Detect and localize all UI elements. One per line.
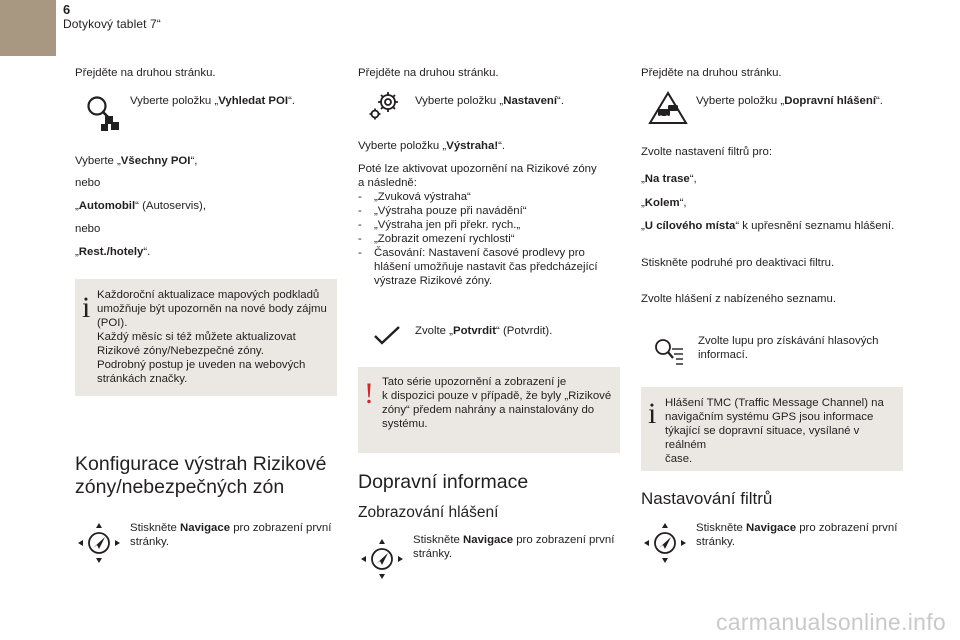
confirm-text: Zvolte „Potvrdit“ (Potvrdit). [415,325,553,337]
column-2 [358,66,620,626]
checkmark-icon [372,324,402,348]
warning-icon: ! [364,377,374,410]
intro-text: Přejděte na druhou stránku. [75,67,216,79]
running-title: Dotykový tablet 7“ [63,17,161,31]
or-text: nebo [75,177,101,189]
warning-note [358,367,620,453]
choice-warning: Vyberte položku „Výstraha!“. [358,140,506,152]
info-icon: i [648,397,657,430]
list-item: - „Zvuková výstraha“ [358,190,620,204]
intro-text: Přejděte na druhou stránku. [641,67,782,79]
voice-magnifier-icon [653,337,685,367]
info-note [641,387,903,471]
activate-text: Poté lze aktivovat upozornění na Rizikové zóny a následně: [358,163,597,189]
choose-text: Zvolte hlášení z nabízeného seznamu. [641,293,837,305]
note-text: Tato série upozornění a zobrazení je k dispozici pouze v případě, že byly „Rizikové zóny“ předem nahrány a nainstalovány do systému. [382,376,612,430]
column-1 [75,66,337,626]
warning-options-list [358,190,620,288]
corner-tab [0,0,56,56]
info-note [75,279,337,396]
traffic-info-icon [647,90,689,126]
choice-automobil: „Automobil“ (Autoservis), [75,200,206,212]
section-heading: Nastavování filtrů [641,489,773,508]
step-select-settings: Vyberte položku „Nastavení“. [415,95,565,107]
page-number: 6 [63,2,71,17]
list-item: - Časování: Nastavení časové prodlevy pro hlášení umožňuje nastavit čas předcházející výstraze Rizikové zóny. [358,246,620,288]
column-3 [641,66,903,626]
section-heading: Dopravní informace [358,471,529,493]
choice-all-poi: Vyberte „Všechny POI“, [75,155,198,167]
watermark: carmanualsonline.info [715,609,946,635]
intro-text: Přejděte na druhou stránku. [358,67,499,79]
filters-intro: Zvolte nastavení filtrů pro: [641,146,773,158]
filter-around: „Kolem“, [641,197,687,209]
deactivate-text: Stiskněte podruhé pro deaktivaci filtru. [641,257,835,269]
list-item: - „Výstraha pouze při navádění“ [358,204,620,218]
navigation-icon [360,536,404,582]
navigation-icon [643,520,687,566]
filter-on-route: „Na trase“, [641,173,697,185]
note-text: Hlášení TMC (Traffic Message Channel) na navigačním systému GPS jsou informace týkající se dopravní situace, vysílané v reálném čase. [665,397,884,465]
or-text: nebo [75,223,101,235]
navigation-icon [77,520,121,566]
nav-instruction: Stiskněte Navigace pro zobrazení první stránky. [696,522,898,548]
info-icon: i [82,291,91,324]
step-select-poi: Vyberte položku „Vyhledat POI“. [130,95,296,107]
filter-destination: „U cílového místa“ k upřesnění seznamu hlášení. [641,220,895,232]
list-item: - „Výstraha jen při překr. rych.„ [358,218,620,232]
section-subheading: Zobrazování hlášení [358,504,499,521]
section-heading: Konfigurace výstrah Rizikové zóny/nebezpečných zón [75,453,327,498]
settings-gear-icon [366,88,406,122]
voice-text: Zvolte lupu pro získávání hlasových informací. [698,335,879,361]
note-text: Každoroční aktualizace mapových podkladů umožňuje být upozorněn na nové body zájmu (POI). Každý měsíc si též můžete aktualizovat Rizikové zóny/Nebezpečné zóny. Podrobný postup je uveden na webových stránkách značky. [97,289,327,385]
poi-search-icon [85,94,121,134]
step-select-traffic: Vyberte položku „Dopravní hlášení“. [696,95,883,107]
list-item: - „Zobrazit omezení rychlosti“ [358,232,620,246]
nav-instruction: Stiskněte Navigace pro zobrazení první stránky. [130,522,332,548]
nav-instruction: Stiskněte Navigace pro zobrazení první stránky. [413,534,615,560]
choice-rest-hotel: „Rest./hotely“. [75,246,151,258]
